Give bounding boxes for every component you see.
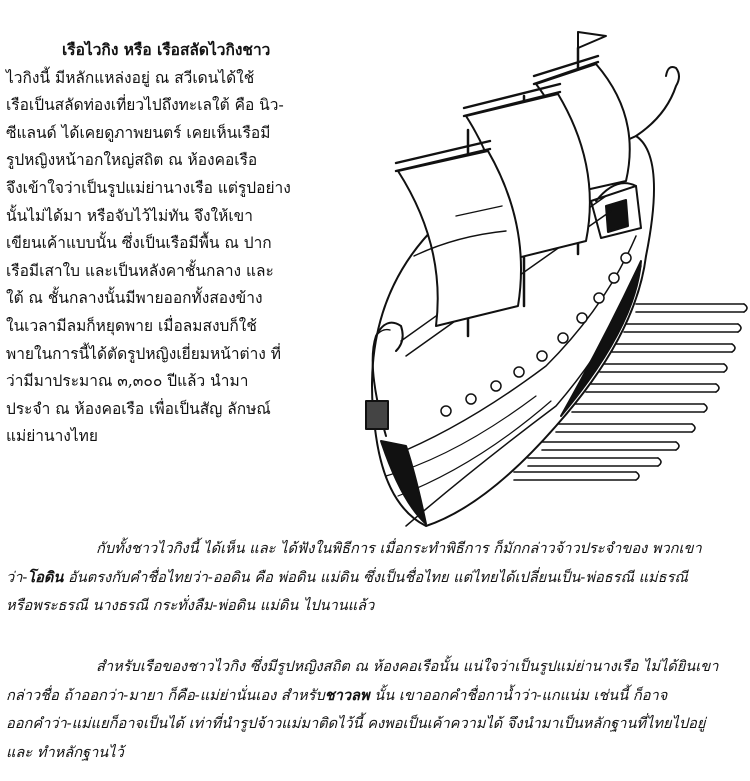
text-line: ใต้ ณ ชั้นกลางนั้นมีพายออกทั้งสองข้าง [6,289,263,308]
stern-post [636,67,679,136]
bold-word: ชาวลพ [324,686,370,704]
bold-word: โอดิน [27,568,64,586]
text-line: ซีแลนด์ ได้เคยดูภาพยนตร์ เคยเห็นเรือมี [6,123,271,142]
text-line: สำหรับเรือของชาวไวกิง ซึ่งมีรูปหญิงสถิต ณ ห้องคอเรือนั้น แน่ใจว่าเป็นรูปแม่ย่านางเรือ ไม่ได้ยินเขา [96,658,719,675]
maiden-figure [366,401,388,429]
text-line: จึงเข้าใจว่าเป็นรูปแม่ย่านางเรือ แต่รูปอย่าง [6,178,291,197]
text-line: และ ทำหลักฐานไว้ [6,743,124,761]
text-line: กับทั้งชาวไวกิงนี้ ได้เห็น และ ได้ฟังในพิธีการ เมื่อกระทำพิธีการ ก็มักกล่าวจ้าวประจำของ พวกเขา [96,540,702,557]
paragraph-figurehead [6,653,746,767]
text-line: ไวกิงนี้ มีหลักแหล่งอยู่ ณ สวีเดนได้ใช้ [6,68,255,87]
viking-ship-illustration [306,6,750,536]
text-line: หรือพระธรณี นางธรณี กระทั่งลืม-พ่อดิน แม่ดิน ไปนานแล้ว [6,597,375,614]
text-line: ออกคำว่า-แม่แยก็อาจเป็นได้ เท่าที่นำรูปจ้าวแม่มาติดไว้นี้ คงพอเป็นเค้าความได้ จึงนำมาเป็นหลักฐานที่ไทยไปอยู่ [6,715,706,732]
text-line: ประจำ ณ ห้องคอเรือ เพื่อเป็นสัญ ลักษณ์ [6,399,271,418]
text-line: เรือมีเสาใบ และเป็นหลังคาชั้นกลาง และ [6,261,274,280]
text-line: ว่ามีมาประมาณ ๓,๓๐๐ ปีแล้ว นำมา [6,372,249,391]
text-line: เรือเป็นสลัดท่องเที่ยวไปถึงทะเลใต้ คือ นิว- [6,96,284,115]
text-line: ในเวลามีลมก็หยุดพาย เมื่อลมสงบก็ใช้ [6,316,257,335]
text-line: กล่าวชื่อ ถ้าออกว่า-มายา ก็คือ-แม่ย่านั่นเอง สำหรับชาวลพ นั้น เขาออกคำชื่อกาน้ำว่า-แกแน่ม เช่นนี้ ก็อาจ [6,686,668,704]
section-title: เรือไวกิง หรือ เรือสลัดไวกิงชาว [62,40,271,59]
paragraph-odin [6,535,746,621]
flag [578,32,606,48]
text-line: นั้นไม่ได้มา หรือจับไว้ไม่ทัน จึงให้เขา [6,206,253,225]
text-line: รูปหญิงหน้าอกใหญ่สถิต ณ ห้องคอเรือ [6,151,258,170]
text-line: ว่า-โอดิน อันตรงกับคำชื่อไทยว่า-ออดิน คือ พ่อดิน แม่ดิน ซึ่งเป็นชื่อไทย แต่ไทยได้เปลี่ยนเป็น-พ่อธรณี แม่ธรณี [6,568,688,586]
left-text-column [6,36,306,451]
text-line: พายในการนี้ได้ตัดรูปหญิงเยี่ยมหน้าต่าง ที่ [6,344,282,363]
text-line: เขียนเค้าแบบนั้น ซึ่งเป็นเรือมีพื้น ณ ปาก [6,234,272,253]
text-line: แม่ย่านางไทย [6,427,98,446]
